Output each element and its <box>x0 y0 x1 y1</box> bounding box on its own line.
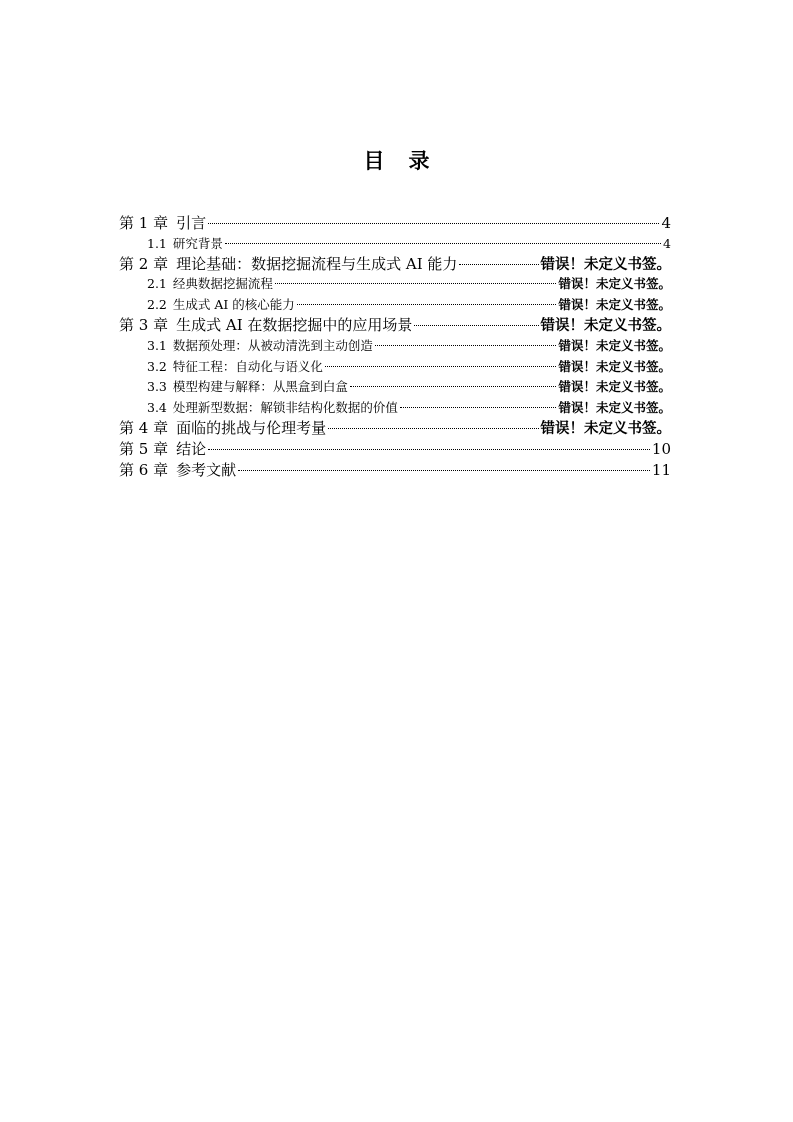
toc-entry-error: 错误！未定义书签。 <box>558 276 671 292</box>
toc-entry-section-3-3[interactable] <box>119 377 671 398</box>
toc-entry-label: 数据预处理：从被动清洗到主动创造 <box>172 337 373 353</box>
toc-entry-chapter-4[interactable] <box>119 418 671 439</box>
toc-entry-label: 面临的挑战与伦理考量 <box>176 419 327 438</box>
toc-entry-label: 模型构建与解释：从黑盒到白盒 <box>172 379 348 395</box>
toc-dot-leader <box>275 283 557 284</box>
toc-dot-leader <box>328 428 538 429</box>
toc-dot-leader <box>400 407 557 408</box>
toc-entry-number: 3.1 <box>147 337 167 353</box>
toc-dot-leader <box>459 264 538 265</box>
toc-entry-error: 错误！未定义书签。 <box>558 379 671 395</box>
toc-entry-error: 错误！未定义书签。 <box>558 399 671 415</box>
toc-dot-leader <box>238 470 650 471</box>
toc-entry-section-2-2[interactable] <box>119 295 671 316</box>
toc-entry-number: 3.4 <box>147 399 167 415</box>
toc-entry-section-2-1[interactable] <box>119 274 671 295</box>
toc-dot-leader <box>225 243 661 244</box>
toc-entry-number: 3.2 <box>147 358 167 374</box>
toc-entry-number: 第 1 章 <box>119 214 169 232</box>
toc-entry-section-3-1[interactable] <box>119 336 671 357</box>
toc-title <box>0 145 793 175</box>
toc-dot-leader <box>325 366 557 367</box>
toc-entry-error: 错误！未定义书签。 <box>540 421 671 438</box>
toc-entry-label: 处理新型数据：解锁非结构化数据的价值 <box>172 399 398 415</box>
toc-entry-error: 错误！未定义书签。 <box>558 337 671 353</box>
toc-entry-error: 错误！未定义书签。 <box>540 318 671 335</box>
toc-entry-error: 错误！未定义书签。 <box>558 358 671 374</box>
toc-entry-number: 第 4 章 <box>119 419 169 438</box>
toc-entry-error: 错误！未定义书签。 <box>540 256 671 273</box>
toc-entry-number: 3.3 <box>147 379 167 395</box>
toc-entry-label: 理论基础：数据挖掘流程与生成式 AI 能力 <box>176 254 458 273</box>
toc-entry-number: 1.1 <box>147 235 167 251</box>
toc-entry-label: 引言 <box>176 214 207 232</box>
toc-entry-chapter-5[interactable] <box>119 439 671 460</box>
toc-entry-page: 4 <box>661 214 671 232</box>
toc-entry-page: 11 <box>651 460 671 479</box>
toc-entry-chapter-2[interactable] <box>119 254 671 275</box>
toc-entry-section-3-4[interactable] <box>119 398 671 419</box>
toc-entry-label: 经典数据挖掘流程 <box>172 276 273 292</box>
toc-dot-leader <box>208 223 659 224</box>
toc-entry-chapter-1[interactable] <box>119 213 671 234</box>
toc-entry-number: 2.2 <box>147 296 167 312</box>
toc-dot-leader <box>208 449 650 450</box>
toc-entry-label: 生成式 AI 的核心能力 <box>172 296 295 312</box>
toc-entry-number: 第 6 章 <box>119 460 169 479</box>
toc-dot-leader <box>350 386 557 387</box>
toc-entry-number: 第 5 章 <box>119 439 169 458</box>
toc-list <box>119 213 671 480</box>
toc-entry-label: 结论 <box>176 439 207 458</box>
toc-entry-chapter-3[interactable] <box>119 315 671 336</box>
toc-entry-number: 2.1 <box>147 276 167 292</box>
toc-entry-page: 10 <box>651 439 671 458</box>
toc-entry-number: 第 2 章 <box>119 254 169 273</box>
toc-entry-error: 错误！未定义书签。 <box>558 296 671 312</box>
toc-entry-section-3-2[interactable] <box>119 357 671 378</box>
toc-dot-leader <box>375 345 557 346</box>
toc-entry-label: 生成式 AI 在数据挖掘中的应用场景 <box>176 316 413 335</box>
toc-entry-section-1-1[interactable] <box>119 234 671 254</box>
toc-title-char-1: 目 <box>363 149 385 173</box>
toc-entry-label: 参考文献 <box>176 460 237 479</box>
toc-entry-page: 4 <box>663 235 671 251</box>
toc-entry-chapter-6[interactable] <box>119 460 671 481</box>
toc-entry-label: 特征工程：自动化与语义化 <box>172 358 323 374</box>
toc-entry-number: 第 3 章 <box>119 316 169 335</box>
toc-title-char-2: 录 <box>408 149 430 173</box>
toc-dot-leader <box>414 325 538 326</box>
toc-entry-label: 研究背景 <box>172 235 223 251</box>
toc-dot-leader <box>297 304 557 305</box>
